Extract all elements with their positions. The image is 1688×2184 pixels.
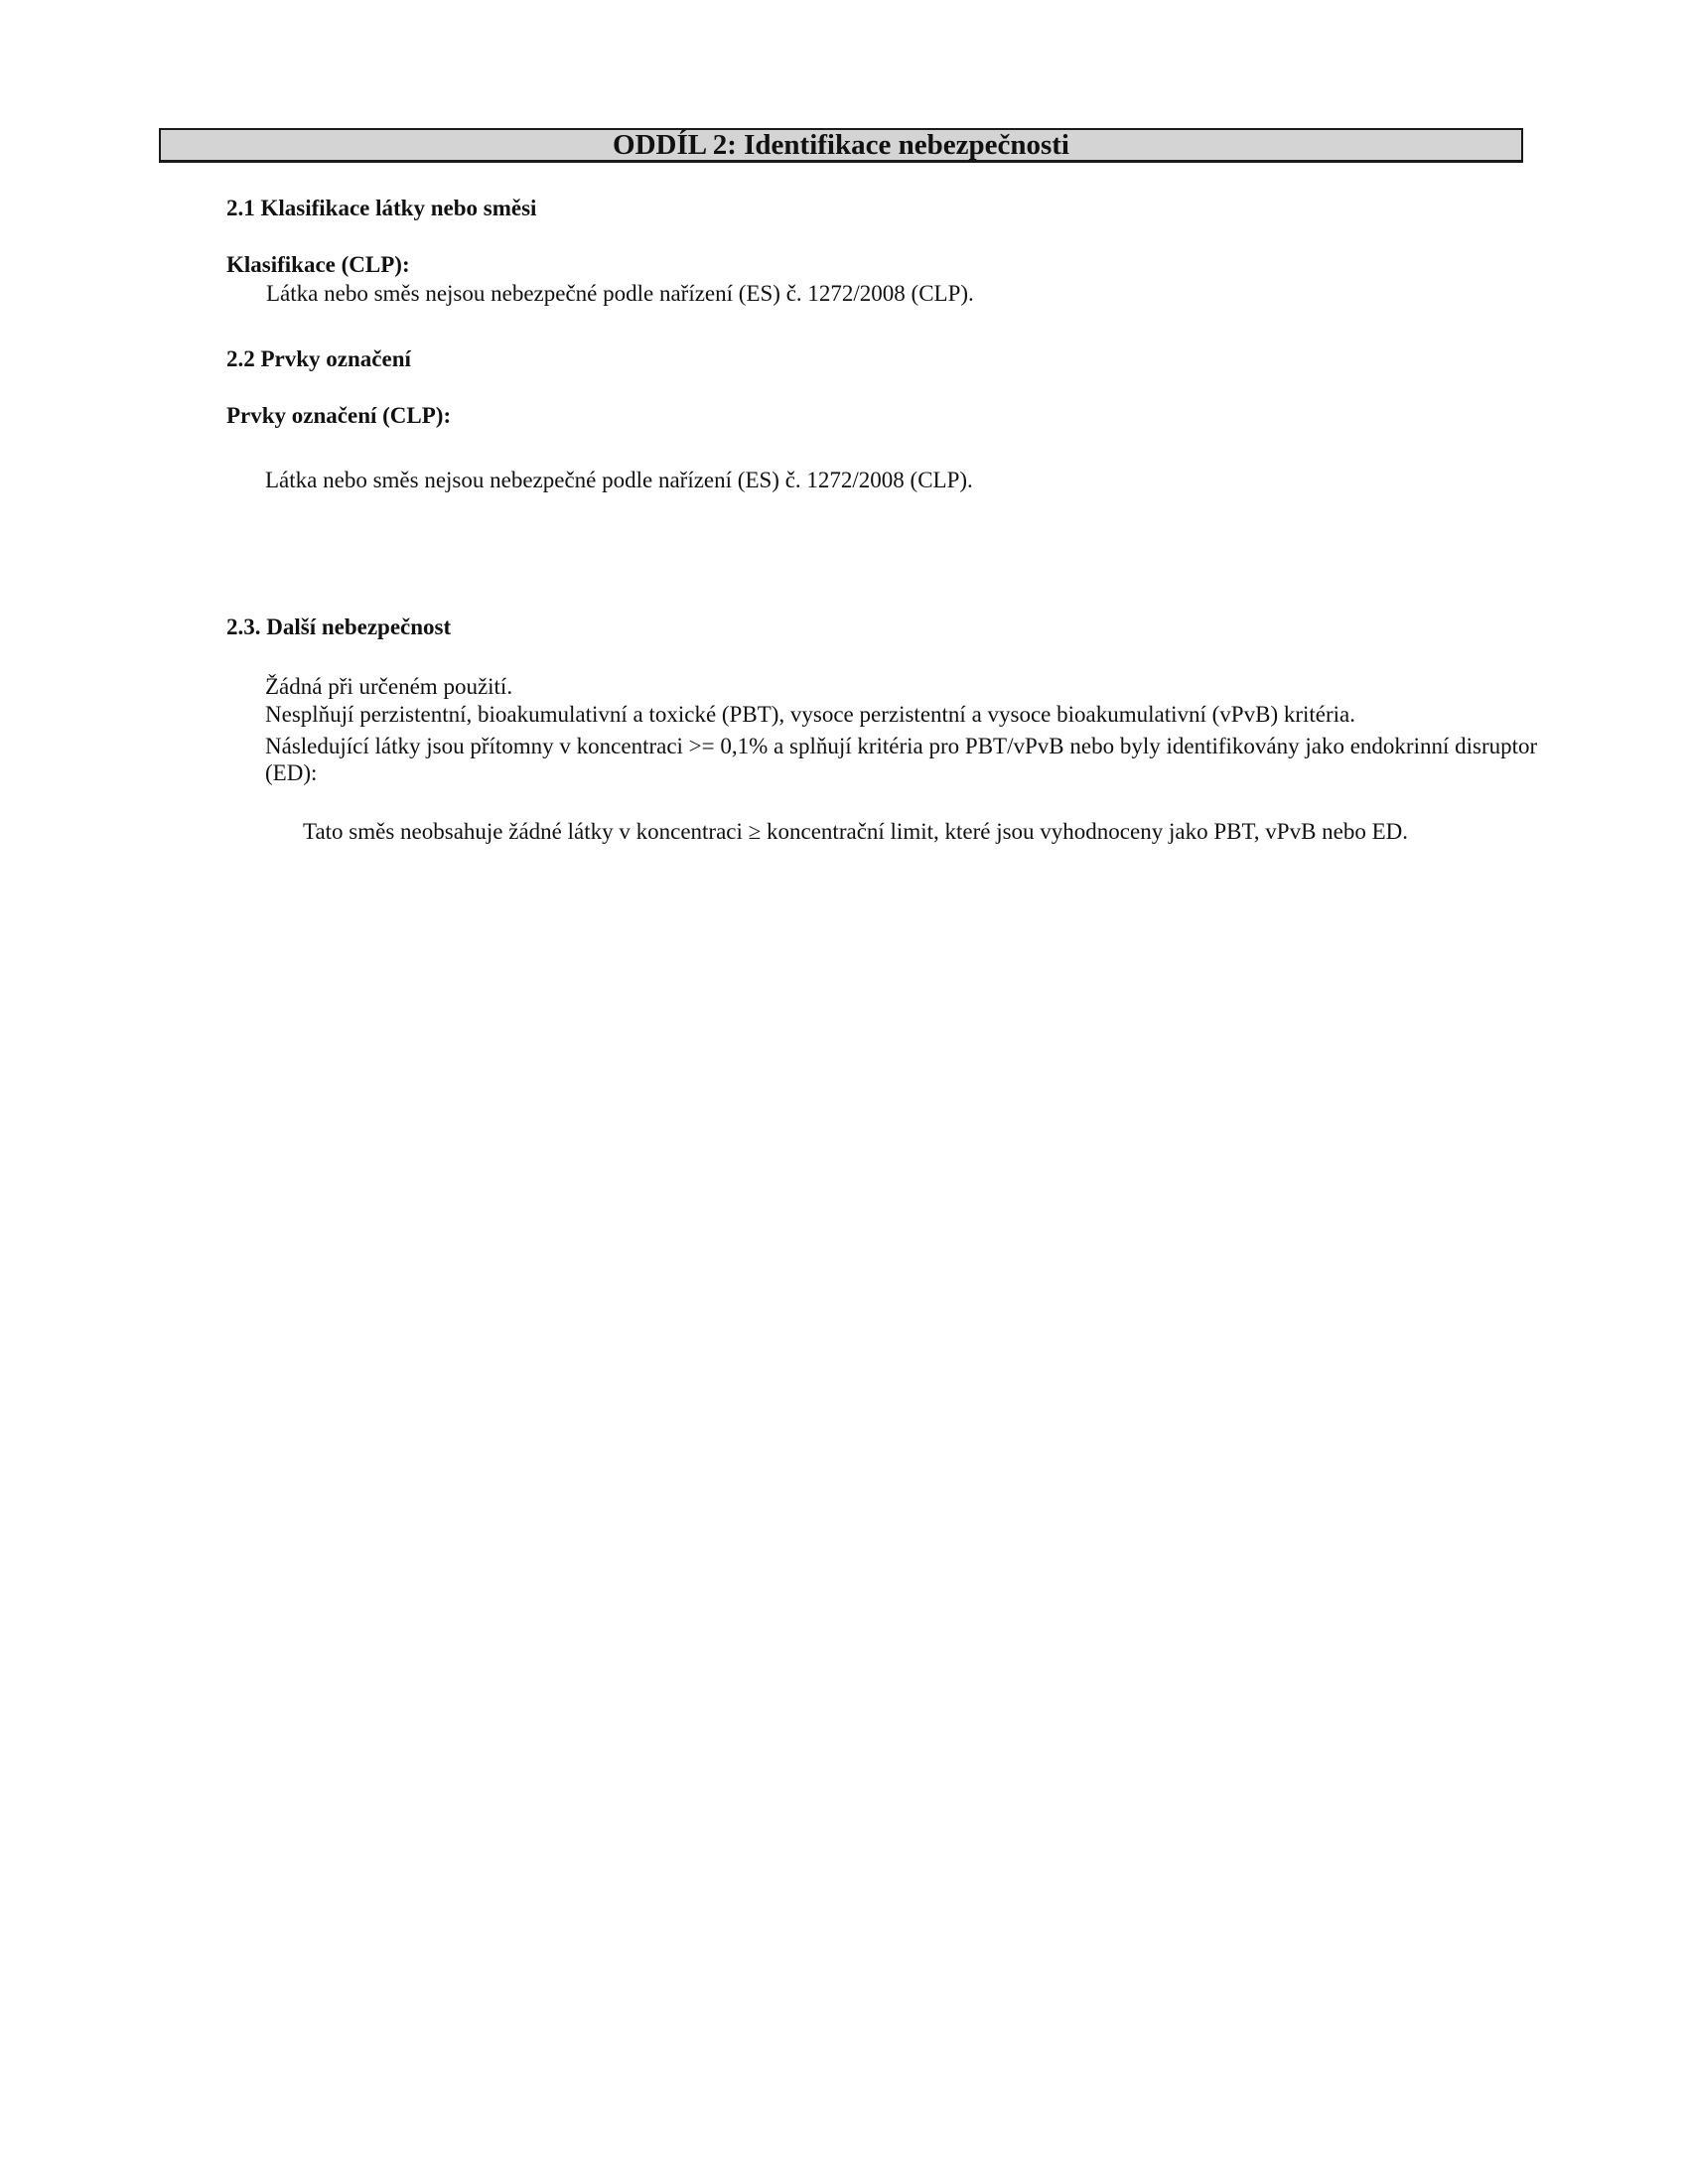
classification-clp-text: Látka nebo směs nejsou nebezpečné podle nařízení (ES) č. 1272/2008 (CLP). [266, 281, 974, 306]
classification-clp-label: Klasifikace (CLP): [226, 252, 410, 277]
heading-2-2: 2.2 Prvky označení [226, 346, 411, 371]
other-hazards-line-1: Žádná při určeném použití. [265, 674, 513, 699]
section-title: ODDÍL 2: Identifikace nebezpečnosti [159, 128, 1523, 163]
label-elements-clp-label: Prvky označení (CLP): [226, 403, 452, 428]
label-elements-clp-text: Látka nebo směs nejsou nebezpečné podle nařízení (ES) č. 1272/2008 (CLP). [265, 468, 973, 492]
heading-2-3: 2.3. Další nebezpečnost [226, 614, 452, 639]
other-hazards-line-2: Nesplňují perzistentní, bioakumulativní a toxické (PBT), vysoce perzistentní a vysoce bioakumulativní (vPvB) kritéria. [265, 702, 1356, 727]
other-hazards-line-3: Následující látky jsou přítomny v koncentraci >= 0,1% a splňují kritéria pro PBT/vPvB nebo byly identifikovány jako endokrinní disruptor (ED): [265, 734, 1538, 785]
heading-2-1: 2.1 Klasifikace látky nebo směsi [226, 196, 537, 220]
other-hazards-conclusion: Tato směs neobsahuje žádné látky v koncentraci ≥ koncentrační limit, které jsou vyhodnoceny jako PBT, vPvB nebo ED. [303, 819, 1409, 844]
